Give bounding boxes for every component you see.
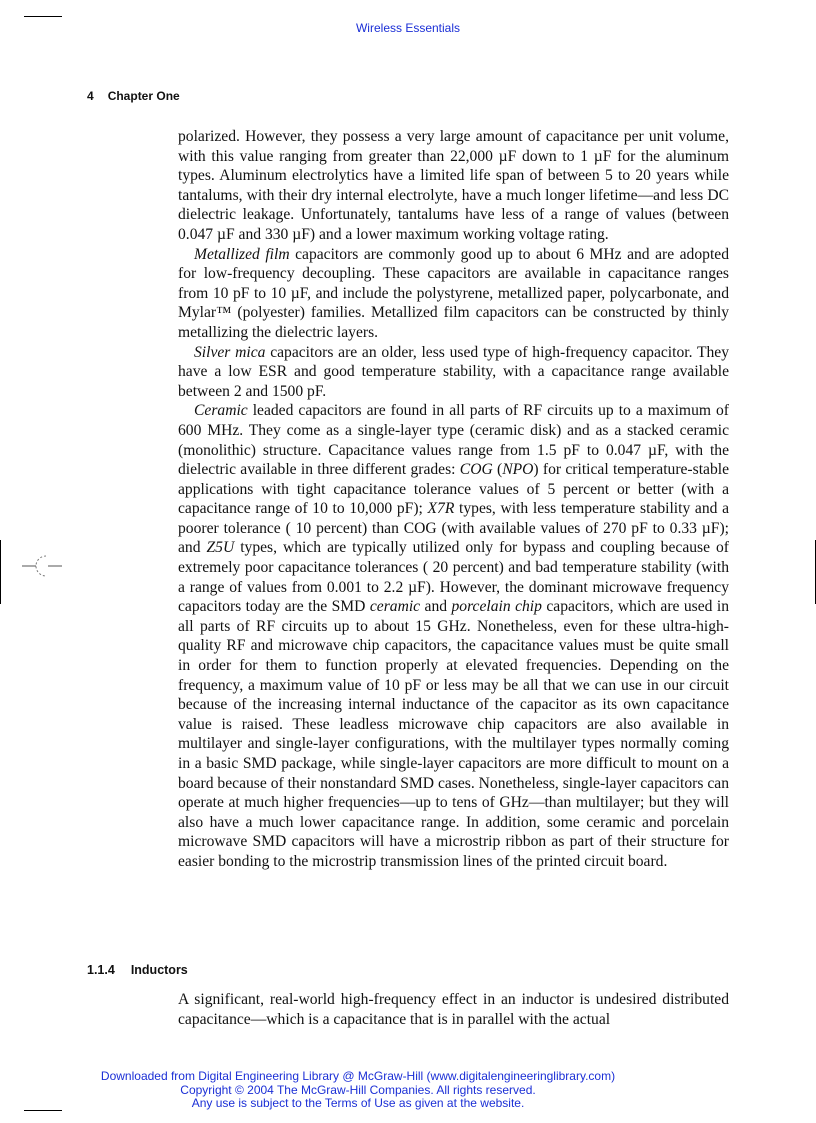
margin-rule-left — [0, 540, 1, 604]
term-metallized-film: Metallized film — [194, 245, 290, 263]
term-cog: COG — [459, 461, 493, 479]
page-number: 4 — [87, 89, 94, 103]
running-head — [87, 89, 180, 103]
footer-terms-link[interactable]: Any use is subject to the Terms of Use as given at the website. — [191, 1096, 525, 1110]
term-x7r: X7R — [427, 500, 455, 518]
registration-mark-icon — [22, 552, 66, 580]
paragraph-inductors: A significant, real-world high-frequency effect in an inductor is undesired distributed capacitance—which is a capacitance that is in parallel with the actual — [178, 991, 729, 1028]
term-ceramic: Ceramic — [194, 402, 248, 420]
body-text — [178, 127, 729, 872]
paragraph-text: types, with less temperature stability and a poorer tolerance ( 10 percent) than COG (with available values of 270 pF to 0.33 µF); and — [178, 500, 729, 557]
chapter-label: Chapter One — [107, 89, 180, 103]
paragraph-text: ( — [492, 461, 503, 479]
paragraph-ceramic — [178, 401, 729, 871]
paragraph-text: ) for critical temperature-stable applications with tight capacitance tolerance values of 5 percent or better (with a capacitance range of 10 to 10,000 pF); — [178, 461, 729, 518]
footer — [0, 1070, 816, 1111]
paragraph-text: capacitors are an older, less used type of high-frequency capacitor. They have a low ESR and good temperature stability, with a capacitance range available between 2 and 1500 pF. — [178, 343, 729, 400]
section-title: Inductors — [130, 963, 188, 977]
term-z5u: Z5U — [206, 539, 235, 557]
footer-copyright: Copyright © 2004 The McGraw-Hill Companies. All rights reserved. — [180, 1082, 536, 1097]
section-number: 1.1.4 — [87, 963, 115, 977]
paragraph-text: and — [420, 598, 452, 616]
paragraph-text: types, which are typically utilized only for bypass and coupling because of extremely poor capacitance tolerances ( 20 percent) and bad temperature stability (with a range of values from 0.001 to 2.2 µF). However, the dominant microwave frequency capacitors today are the SMD — [178, 539, 729, 616]
crop-mark-top-left — [24, 16, 62, 17]
book-title-link[interactable]: Wireless Essentials — [355, 21, 461, 35]
term-porcelain-chip: porcelain chip — [451, 598, 542, 616]
paragraph-text: leaded capacitors are found in all parts of RF circuits up to a maximum of 600 MHz. They come as a single-layer type (ceramic disk) and as a stacked ceramic (monolithic) structure. Capacitance values range from 1.5 pF to 0.047 µF, with the dielectric available in three different grades: — [178, 402, 729, 479]
paragraph-silver-mica — [178, 343, 729, 402]
term-ceramic-chip: ceramic — [369, 598, 421, 616]
paragraph-metallized-film — [178, 245, 729, 343]
term-silver-mica: Silver mica — [194, 343, 266, 361]
footer-download-link[interactable]: Downloaded from Digital Engineering Library @ McGraw-Hill (www.digitalengineeringlibrary.com) — [100, 1069, 616, 1083]
paragraph-electrolytic: polarized. However, they possess a very large amount of capacitance per unit volume, with this value ranging from greater than 22,000 µF down to 1 µF for the aluminum types. Aluminum electrolytics have a limited life span of between 5 to 20 years while tantalums, with their dry internal electrolyte, have a much longer lifetime—and less DC dielectric leakage. Unfortunately, tantalums have less of a range of values (between 0.047 µF and 330 µF) and a lower maximum working voltage rating. — [178, 128, 729, 243]
paragraph-text: capacitors are commonly good up to about 6 MHz and are adopted for low-frequency decoupling. These capacitors are available in capacitance ranges from 10 pF to 10 µF, and include the polystyrene, metallized paper, polycarbonate, and Mylar™ (polyester) families. Metallized film capacitors can be constructed by thinly metallizing the dielectric layers. — [178, 245, 729, 341]
section-heading — [87, 963, 188, 977]
term-npo: NPO — [502, 461, 534, 479]
paragraph-text: capacitors, which are used in all parts of RF circuits up to about 15 GHz. Nonetheless, even for these ultra-high-quality RF and microwave chip capacitors, the capacitance values must be quite small in order for them to function properly at elevated frequencies. Depending on the frequency, a maximum value of 10 pF or less may be all that we can use in our circuit because of the increasing internal inductance of the capacitor as its own capacitance value is raised. These leadless microwave chip capacitors are also available in multilayer and single-layer configurations, with the multilayer types normally coming in a basic SMD package, while single-layer capacitors are more difficult to mount on a board because of their nonstandard SMD cases. Nonetheless, single-layer capacitors can operate at much higher frequencies—up to tens of GHz—than multilayer; but they will also have a much lower capacitance range. In addition, some ceramic and porcelain microwave SMD capacitors will have a microstrip ribbon as part of their structure for easier bonding to the microstrip transmission lines of the printed circuit board. — [178, 598, 730, 870]
section-body — [178, 990, 729, 1029]
